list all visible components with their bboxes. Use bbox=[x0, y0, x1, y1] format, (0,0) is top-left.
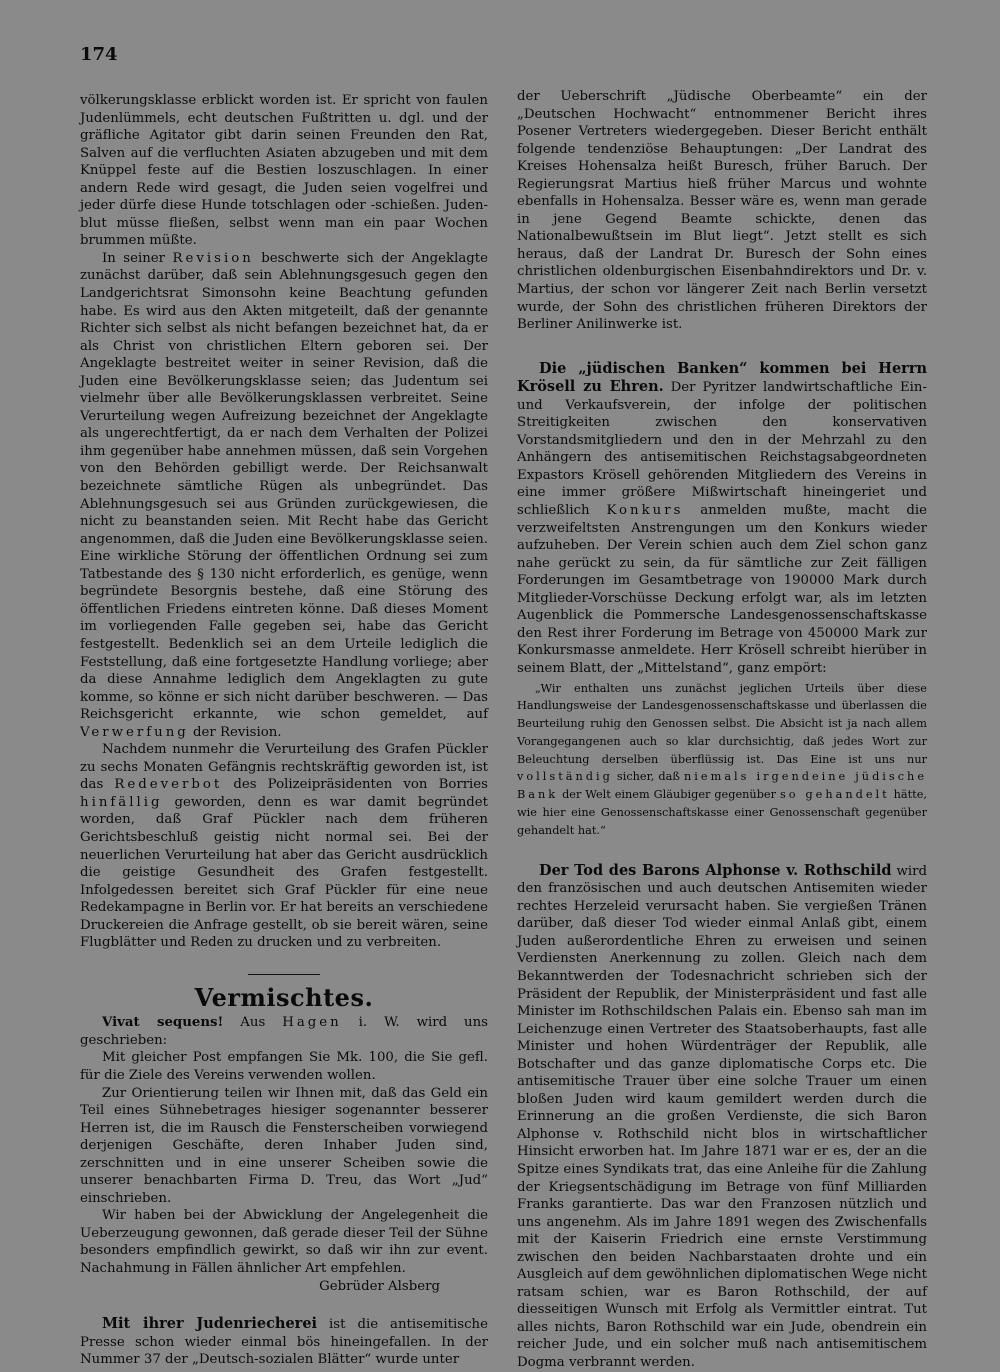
item-heading: Vivat sequens! bbox=[102, 1015, 224, 1031]
letter-paragraph: Zur Orientierung teilen wir Ihnen mit, daß das Geld ein Teil eines Sühnebetrages hiesiger sogenannter besserer Herren ist, die im Rausch die Fensterscheiben vorwiegend derjenigen Geschäfte, deren Inhaber Juden sind, zerschnitten und in eine unserer Scheiben sowie die unserer benachbarten Firma D. Treu, das Wort „Jud“ einschrieben. bbox=[80, 1085, 488, 1206]
spaced-emphasis: Konkurs bbox=[606, 503, 684, 519]
item-heading: Der Tod des Barons Alphonse v. Rothschild bbox=[539, 861, 892, 879]
spaced-emphasis: Verwerfung bbox=[80, 724, 189, 740]
spaced-emphasis: Revision bbox=[172, 250, 254, 266]
paragraph: Die „jüdischen Banken“ kommen bei Herrn Krösell zu Ehren. Der Pyritzer landwirtschaftliche Ein- und Verkaufsverein, der infolge der politischen Streitigkeiten zwischen den konservativen Vorstandsmitgliedern und den in der Mehrzahl zu den Anhängern des antisemitischen Reichstagsabgeordneten Expastors Krösell gehörenden Mitgliedern des Vereins in eine immer größere Mißwirtschaft hineingeriet und schließlich Konkurs anmelden mußte, macht die verzweifeltsten Anstrengungen um den Konkurs wieder aufzuheben. Der Verein schien auch dem Ziel schon ganz nahe gerückt zu sein, da für sämtliche zur Zeit fälligen Forderungen im Gesamtbetrage von 190000 Mark durch Mitglieder-Vorschüsse Deckung erfolgt war, als im letzten Augenblick die Pommersche Landesgenossenschaftskasse den Rest ihrer Forderung im Betrage von 450000 Mark zur Konkursmasse anmeldete. Herr Krösell schreibt hierüber in seinem Blatt, der „Mittelstand“, ganz empört: bbox=[517, 359, 928, 676]
right-column bbox=[517, 88, 927, 1372]
item-heading: Die „jüdischen Banken“ kommen bei Herrn Krösell zu Ehren. bbox=[517, 359, 927, 396]
paragraph: Der Tod des Barons Alphonse v. Rothschild wird den französischen und auch deutschen Antisemiten wieder rechtes Herzeleid verursacht haben. Sie vergießen Tränen darüber, daß dieser Tod wieder einmal Anlaß gibt, einem Juden außerordentliche Ehren zu erweisen und seinen Verdiensten Anerkennung zu zollen. Gleich nach dem Bekanntwerden der Todesnachricht schrieben sich der Präsident der Republik, der Ministerpräsident und fast alle Minister im Rothschildschen Palais ein. Ebenso sah man im Leichenzuge einen Vertreter des Staatsoberhaupts, fast alle Minister und hohen Würdenträger der Republik, alle Botschafter und das ganze diplomatische Corps etc. Die antisemitische Trauer über eine solche Trauer um einen bloßen Juden wird kaum gemildert werden durch die Erinnerung an die großen Verdienste, die sich Baron Alphonse v. Rothschild nicht blos in wirtschaftlicher Hinsicht erworben hat. Im Jahre 1871 war er es, der an die Spitze eines Syndikats trat, das eine Anleihe für die Zahlung der Kriegsentschädigung im Betrage von fünf Milliarden Franks garantierte. Das war den Franzosen nützlich und uns angenehm. Als im Jahre 1891 wegen des Zwischenfalls mit der Kaiserin Friedrich eine ernste Verstimmung zwischen den beiden Nachbarstaaten drohte und ein Ausgleich auf dem gewöhnlichen diplomatischen Wege nicht ratsam schien, war es Baron Rothschild, der auf diesseitigen Wunsch mit Erfolg als Vermittler eintrat. Tut alles nichts, Baron Rothschild war ein Jude, obendrein ein reicher Jude, und ein solcher muß nach antisemitischem Dogma verbrannt werden. bbox=[517, 861, 927, 1370]
section-divider bbox=[248, 974, 320, 975]
paragraph: völkerungsklasse erblickt worden ist. Er spricht von faulen Judenlümmels, echt deutschen Fußtritten u. dgl. und der gräfliche Agitator gibt darin seinen Freunden den Rat, Salven auf die verfluchten Asiaten abzugeben und mit dem Knüppel feste auf die Bestien loszuschlagen. In einer andern Rede wird gesagt, die Juden seien vogelfrei und jeder dürfe diese Hunde totschlagen oder -schießen. Juden-blut müsse fließen, selbst wenn man ein paar Wochen brummen müßte. bbox=[80, 93, 488, 249]
signature: Gebrüder Alsberg bbox=[319, 1278, 440, 1294]
block-quote: „Wir enthalten uns zunächst jeglichen Urteils über diese Handlungsweise der Landesgenossenschaftskasse und überlassen die Beurteilung ruhig den Genossen selbst. Die Absicht ist ja nach allem Vorangegangenen auch so klar durchsichtig, daß jedes Wort zur Beleuchtung derselben überflüssig ist. Das Eine ist uns nur vollständig sicher, daß niemals irgendeine jüdische Bank der Welt einem Gläubiger gegenüber so gehandelt hätte, wie hier eine Genossenschaftskasse einer Genossenschaft gegenüber gehandelt hat.“ bbox=[517, 681, 928, 837]
item-heading: Mit ihrer Judenriecherei bbox=[102, 1315, 318, 1333]
spaced-emphasis: Hagen bbox=[282, 1015, 342, 1031]
page-number: 174 bbox=[80, 44, 118, 65]
letter-paragraph: Wir haben bei der Abwicklung der Angelegenheit die Ueberzeugung gewonnen, daß gerade dieser Teil der Sühne besonders empfindlich gewirkt, so daß wir ihn zur event. Nachahmung in Fällen ähnlicher Art empfehlen. bbox=[80, 1208, 488, 1276]
section-title: Vermischtes. bbox=[194, 982, 374, 1012]
paragraph: der Ueberschrift „Jüdische Oberbeamte“ ein der „Deutschen Hochwacht“ entnommener Bericht ihres Posener Vertreters wiedergegeben. Dieser Bericht enthält folgende tendenziöse Behauptungen: „Der Landrat des Kreises Hohensalza heißt Buresch, früher Baruch. Der Regierungsrat Martius hieß früher Marcus und wohnte ebenfalls in Hohensalza. Besser wäre es, wenn man gerade in jene Gegend Beamte schickte, denen das Nationalbewußtsein im Blut liegt“. Jetzt stellt es sich heraus, daß der Landrat Dr. Buresch der Sohn eines christlichen oldenburgischen Eisenbahndirektors und Dr. v. Martius, der schon vor längerer Zeit nach Berlin versetzt wurde, der Sohn des christlichen früheren Direktors der Berliner Anilinwerke ist. bbox=[517, 89, 927, 333]
spaced-emphasis: hinfällig bbox=[80, 794, 163, 810]
left-column bbox=[80, 92, 488, 1369]
paragraph: Mit ihrer Judenriecherei ist die antisemitische Presse schon wieder einmal bös hineingefallen. In der Nummer 37 der „Deutsch-sozialen Blätter“ wurde unter bbox=[80, 1315, 488, 1368]
paragraph: In seiner Revision beschwerte sich der Angeklagte zunächst darüber, daß sein Ablehnungsgesuch gegen den Landgerichtsrat Simonsohn keine Beachtung gefunden habe. Es wird aus den Akten mitgeteilt, daß der genannte Richter sich selbst als nicht befangen bezeichnet hat, da er als Christ von christlichen Eltern geboren sei. Der Angeklagte bestreitet weiter in seiner Revision, daß die Juden eine Bevölkerungsklasse seien; das Judentum sei vielmehr über alle Bevölkerungsklassen verbreitet. Seine Verurteilung wegen Aufreizung bezeichnet der Angeklagte als ungerechtfertigt, da er nach dem Verhalten der Polizei ihm gegenüber habe annehmen müssen, daß sein Vorgehen von den Behörden gebilligt werde. Der Reichsanwalt bezeichnete sämtliche Rügen als unbegründet. Das Ablehnungsgesuch sei aus Gründen zurückgewiesen, die nicht zu beanstanden seien. Mit Recht habe das Gericht angenommen, daß die Juden eine Bevölkerungsklasse seien. Eine wirkliche Störung der öffentlichen Ordnung sei zum Tatbestande des § 130 nicht erforderlich, es genüge, wenn begründete Besorgnis bestehe, daß eine Störung des öffentlichen Friedens eintreten könne. Daß dieses Moment im vorliegenden Falle gegeben sei, habe das Gericht festgestellt. Bedenklich sei an dem Urteile lediglich die Feststellung, daß eine fortgesetzte Handlung vorliege; aber da diese Annahme lediglich dem Angeklagten zu gute komme, so könne er sich nicht darüber beschweren. — Das Reichsgericht erkannte, wie schon gemeldet, auf Verwerfung der Revision. bbox=[80, 250, 488, 740]
paragraph: Nachdem nunmehr die Verurteilung des Grafen Pückler zu sechs Monaten Gefängnis rechtskräftig geworden ist, ist das Redeverbot des Polizeipräsidenten von Borries hinfällig geworden, denn es war damit begründet worden, daß Graf Pückler nach dem früheren Gerichtsbeschluß geistig nicht normal sei. Bei der neuerlichen Verurteilung hat aber das Gericht ausdrücklich die geistige Gesundheit des Grafen festgestellt. Infolgedessen bereitet sich Graf Pückler für eine neue Redekampagne in Berlin vor. Er hat bereits an verschiedene Druckereien die Anfrage gestellt, ob sie bereit wären, seine Flugblätter und Reden zu drucken und zu verbreiten. bbox=[80, 742, 489, 951]
spaced-emphasis: Redeverbot bbox=[114, 777, 223, 793]
letter-paragraph: Mit gleicher Post empfangen Sie Mk. 100, die Sie gefl. für die Ziele des Vereins verwenden wollen. bbox=[80, 1050, 488, 1083]
paragraph: Vivat sequens! Aus Hagen i. W. wird uns geschrieben: bbox=[80, 1015, 488, 1048]
